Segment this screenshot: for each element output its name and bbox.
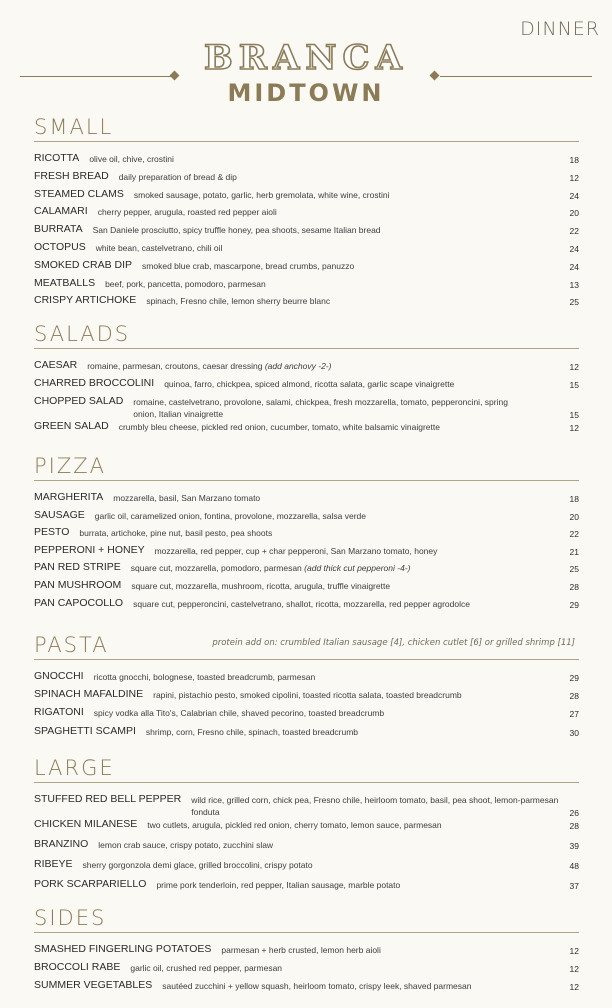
menu-item-name: BRANZINO — [34, 838, 89, 850]
menu-item — [34, 544, 579, 562]
menu-item-price: 12 — [569, 362, 579, 372]
menu-item-description-text: romaine, castelvetrano, provolone, salami, chickpea, fresh mozzarella, tomato, pepperoncini, spring onion, Italian vinaigrette — [133, 396, 508, 419]
menu-item — [34, 597, 579, 615]
menu-item-price: 24 — [569, 243, 579, 254]
menu-item-price: 21 — [569, 546, 579, 557]
menu-item-description — [146, 725, 358, 738]
menu-item — [34, 359, 579, 377]
menu-item — [34, 188, 579, 206]
menu-item-description — [164, 377, 454, 390]
menu-item-name: RIBEYE — [34, 858, 73, 870]
menu-item-description-text: beef, pork, pancetta, pomodoro, parmesan — [105, 278, 266, 289]
menu-item-name: SPAGHETTI SCAMPI — [34, 724, 136, 737]
menu-item-price: 29 — [569, 673, 579, 683]
menu-item-description-text: ricotta gnocchi, bolognese, toasted breadcrumb, parmesan — [93, 672, 316, 682]
menu-item — [34, 377, 579, 395]
menu-item-description-text: sautéed zucchini + yellow squash, heirloom tomato, crispy leek, shaved parmesan — [162, 980, 472, 991]
menu-item-price: 12 — [569, 422, 579, 433]
menu-item-description-text: mozzarella, red pepper, cup + char pepperoni, San Marzano tomato, honey — [154, 545, 438, 556]
menu-item-description — [98, 838, 273, 851]
menu-item-name: STUFFED RED BELL PEPPER — [34, 793, 182, 805]
menu-item-price: 18 — [569, 155, 579, 165]
menu-item-name: BURRATA — [34, 223, 83, 236]
menu-item-price: 39 — [569, 841, 579, 851]
menu-item-price: 18 — [569, 494, 579, 504]
menu-item — [34, 793, 579, 818]
menu-item-price: 13 — [569, 279, 579, 290]
menu-item-description — [89, 152, 174, 165]
menu-item — [34, 152, 579, 170]
menu-item-name: SAUSAGE — [34, 508, 85, 521]
menu-item-description-text: wild rice, grilled corn, chick pea, Fresno chile, heirloom tomato, basil, pea shoot, lemon-parmesan fonduta — [191, 795, 559, 817]
menu-item-price: 25 — [569, 564, 579, 575]
menu-item-description-text: crumbly bleu cheese, pickled red onion, cucumber, tomato, white balsamic vinaigrette — [118, 421, 440, 432]
menu-item-description-text: spinach, Fresno chile, lemon sherry beurre blanc — [146, 296, 331, 307]
menu-item-description-text: square cut, pepperoncini, castelvetrano, shallot, ricotta, mozzarella, red pepper agrodolce — [133, 598, 470, 609]
menu-item-name: PAN MUSHROOM — [34, 578, 122, 591]
menu-item-price: 37 — [569, 881, 579, 891]
menu-item — [34, 420, 579, 438]
menu-item-description — [153, 688, 462, 701]
menu-item-description — [147, 818, 441, 831]
menu-item-name: PAN RED STRIPE — [34, 561, 121, 574]
menu-item — [34, 241, 579, 259]
menu-item-price: 12 — [569, 963, 579, 974]
menu-item — [34, 395, 579, 420]
menu-item-description — [142, 259, 354, 272]
menu-item — [34, 509, 579, 527]
menu-item-description — [131, 579, 390, 592]
menu-item-description-text: romaine, parmesan, croutons, caesar dressing — [87, 361, 263, 371]
menu-item-price: 20 — [569, 511, 579, 522]
menu-item-name: STEAMED CLAMS — [34, 187, 124, 200]
menu-item-addon: (add anchovy -2-) — [264, 361, 332, 371]
menu-item-description — [162, 979, 471, 992]
menu-item-price: 22 — [569, 226, 579, 237]
meal-label: DINNER — [520, 18, 600, 40]
menu-item — [34, 294, 579, 312]
menu-item — [34, 170, 579, 188]
menu-item-price: 12 — [569, 172, 579, 183]
menu-item-description-text: San Daniele prosciutto, spicy truffle honey, pea shoots, sesame Italian bread — [92, 225, 381, 236]
menu-item-description-text: quinoa, farro, chickpea, spiced almond, ricotta salata, garlic scape vinaigrette — [164, 378, 455, 389]
menu-item-description — [94, 670, 316, 683]
menu-item-description-text: parmesan + herb crusted, lemon herb aioli — [221, 945, 381, 955]
menu-item-description-text: garlic oil, caramelized onion, fontina, provolone, mozzarella, salsa verde — [94, 510, 366, 521]
menu-item-description-text: garlic oil, crushed red pepper, parmesan — [130, 962, 283, 973]
menu-item-description — [133, 395, 518, 420]
menu-item-description — [156, 878, 400, 891]
menu-item-name: OCTOPUS — [34, 240, 86, 253]
menu-item-price: 28 — [569, 691, 579, 702]
protein-addon-note: protein add on: crumbled Italian sausage [4], chicken cutlet [6] or grilled shrimp [11] — [212, 638, 575, 648]
section-small — [34, 114, 579, 312]
menu-item — [34, 670, 579, 688]
menu-item-description-text: mozzarella, basil, San Marzano tomato — [113, 493, 261, 503]
logo-brand: BRANCA — [204, 38, 408, 78]
menu-item-name: CHICKEN MILANESE — [34, 818, 138, 830]
menu-item-description-text: lemon crab sauce, crispy potato, zucchini slaw — [98, 840, 274, 850]
menu-item-description — [79, 526, 272, 539]
section-large — [34, 755, 579, 898]
menu-item-price: 28 — [569, 821, 579, 831]
menu-item-name: CHOPPED SALAD — [34, 394, 124, 407]
menu-item-description — [155, 544, 438, 557]
section-pasta — [34, 632, 579, 743]
menu-item — [34, 526, 579, 544]
menu-item — [34, 838, 579, 858]
menu-item-price: 22 — [569, 529, 579, 540]
menu-item-price: 24 — [569, 261, 579, 272]
menu-item-name: FRESH BREAD — [34, 169, 109, 182]
menu-item-name: CRISPY ARTICHOKE — [34, 294, 137, 307]
menu-item — [34, 818, 579, 838]
menu-item-name: SMOKED CRAB DIP — [34, 258, 133, 271]
menu-item-price: 20 — [569, 208, 579, 219]
menu-item — [34, 277, 579, 295]
menu-item-description — [98, 205, 277, 218]
restaurant-logo — [0, 40, 612, 108]
menu-item-price: 15 — [569, 379, 579, 390]
menu-item-description-text: two cutlets, arugula, pickled red onion, cherry tomato, lemon sauce, parmesan — [147, 820, 442, 830]
section-title: LARGE — [34, 755, 579, 783]
menu-item — [34, 579, 579, 597]
menu-item-description-text: spicy vodka alla Tito's, Calabrian chile, shaved pecorino, toasted breadcrumb — [93, 708, 385, 719]
menu-item-name: CAESAR — [34, 359, 78, 371]
section-sides — [34, 905, 579, 996]
menu-item-description — [119, 170, 237, 183]
menu-item-name: CALAMARI — [34, 205, 88, 218]
menu-item-description — [94, 706, 384, 719]
menu-item-description — [83, 858, 313, 871]
menu-item-name: PORK SCARPARIELLO — [34, 878, 147, 890]
menu-item-description-text: burrata, artichoke, pine nut, basil pesto, pea shoots — [79, 528, 273, 539]
menu-item-description — [146, 294, 330, 307]
menu-item-description-text: white bean, castelvetrano, chili oil — [95, 242, 223, 253]
menu-item-price: 48 — [569, 861, 579, 871]
menu-item-name: RIGATONI — [34, 706, 84, 719]
menu-item — [34, 858, 579, 878]
menu-item-description — [131, 561, 411, 574]
section-pizza — [34, 453, 579, 614]
logo-location: MIDTOWN — [227, 79, 385, 107]
menu-item — [34, 688, 579, 706]
section-salads — [34, 321, 579, 437]
menu-item-price: 12 — [569, 946, 579, 956]
menu-item-description — [105, 277, 266, 290]
menu-item-price: 12 — [569, 981, 579, 992]
section-title: SIDES — [34, 905, 579, 933]
section-title: PIZZA — [34, 453, 579, 481]
menu-item-name: SMASHED FINGERLING POTATOES — [34, 943, 212, 955]
menu-item — [34, 561, 579, 579]
menu-item-name: SPINACH MAFALDINE — [34, 688, 144, 701]
menu-item-price: 28 — [569, 581, 579, 592]
menu-item-price: 24 — [569, 190, 579, 201]
menu-item — [34, 205, 579, 223]
menu-item-description — [221, 943, 380, 956]
section-title: SMALL — [34, 114, 579, 142]
menu-item-name: MARGHERITA — [34, 491, 104, 503]
menu-item-name: CHARRED BROCCOLINI — [34, 376, 155, 389]
menu-item-name: MEATBALLS — [34, 276, 96, 289]
menu-item-description-text: sherry gorgonzola demi glace, grilled broccolini, crispy potato — [82, 860, 313, 870]
menu-item-name: PESTO — [34, 526, 70, 539]
menu-item-name: PEPPERONI + HONEY — [34, 543, 145, 556]
menu-item — [34, 706, 579, 724]
section-title: PASTA protein add on: crumbled Italian sausage [4], chicken cutlet [6] or grilled shrimp [11] — [34, 632, 579, 660]
menu-item-description — [96, 241, 223, 254]
menu-item — [34, 491, 579, 509]
menu-item-name: RICOTTA — [34, 152, 80, 164]
menu-item-description-text: square cut, mozzarella, mushroom, ricotta, arugula, truffle vinaigrette — [131, 580, 391, 591]
menu-item-description — [119, 420, 440, 433]
menu-item — [34, 725, 579, 743]
menu-item-name: BROCCOLI RABE — [34, 960, 121, 973]
menu-item-description — [87, 359, 331, 372]
menu-item-description-text: rapini, pistachio pesto, smoked cipolini, toasted ricotta salata, toasted breadcrumb — [153, 690, 462, 701]
menu-item — [34, 961, 579, 979]
menu-item-price: 27 — [569, 709, 579, 720]
menu-item-description-text: smoked sausage, potato, garlic, herb gremolata, white wine, crostini — [133, 189, 390, 200]
menu-item-description — [113, 491, 260, 504]
menu-item-price: 25 — [569, 297, 579, 308]
menu-item — [34, 878, 579, 898]
menu-item-price: 29 — [569, 599, 579, 610]
menu-item-description-text: cherry pepper, arugula, roasted red pepper aioli — [97, 207, 277, 218]
section-title: SALADS — [34, 321, 579, 349]
menu-item-name: GNOCCHI — [34, 670, 84, 682]
menu-item-price: 15 — [569, 409, 579, 420]
menu-item-description-text: smoked blue crab, mascarpone, bread crumbs, panuzzo — [142, 260, 355, 271]
menu-item-description — [130, 961, 282, 974]
menu-item-name: SUMMER VEGETABLES — [34, 978, 153, 991]
menu-item — [34, 979, 579, 997]
menu-item-description — [133, 597, 470, 610]
menu-item-description-text: shrimp, corn, Fresno chile, spinach, toasted breadcrumb — [145, 726, 359, 737]
menu-item-name: PAN CAPOCOLLO — [34, 596, 124, 609]
menu-item-description-text: daily preparation of bread & dip — [118, 171, 237, 182]
menu-item-description — [93, 223, 381, 236]
menu-item-price: 26 — [569, 808, 579, 818]
menu-item — [34, 223, 579, 241]
menu-item-description-text: prime pork tenderloin, red pepper, Italian sausage, marble potato — [156, 880, 401, 890]
menu-item — [34, 943, 579, 961]
menu-item-description — [191, 793, 576, 818]
menu-item-addon: (add thick cut pepperoni -4-) — [304, 563, 411, 574]
menu-item-price: 30 — [569, 727, 579, 738]
menu-item-description-text: square cut, mozzarella, pomodoro, parmesan — [130, 563, 302, 574]
menu-item — [34, 259, 579, 277]
menu-item-name: GREEN SALAD — [34, 419, 109, 432]
menu-item-description — [95, 509, 366, 522]
menu-item-description — [134, 188, 390, 201]
menu-item-description-text: olive oil, chive, crostini — [89, 154, 174, 164]
